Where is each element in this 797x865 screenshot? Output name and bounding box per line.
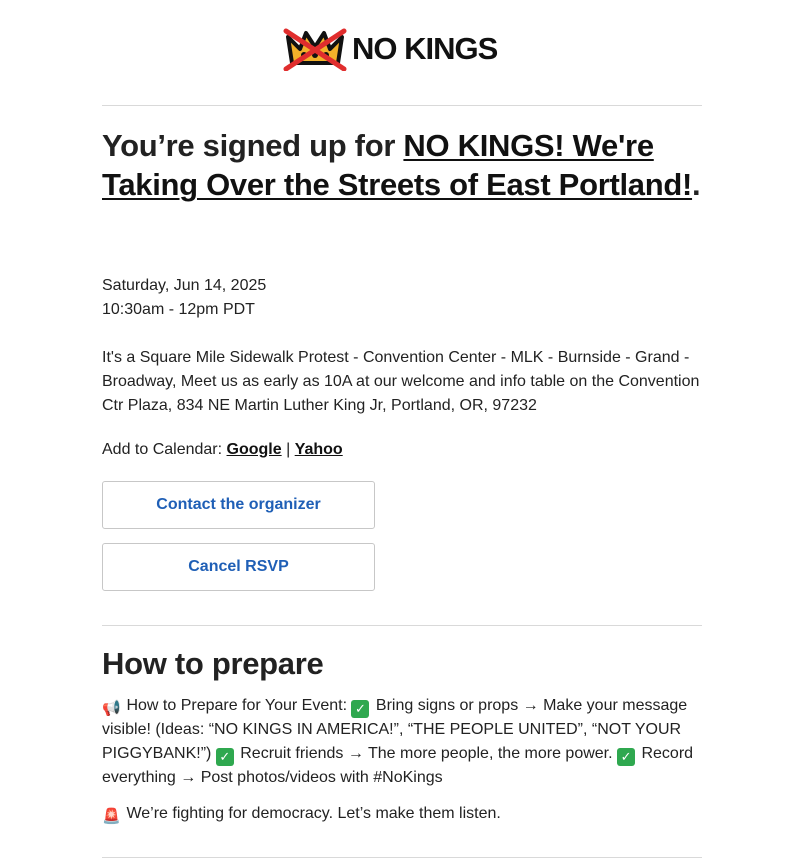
logo-wordmark: NO KINGS [352, 31, 498, 66]
divider-middle [102, 625, 702, 626]
check-mark-icon: ✓ [216, 748, 234, 766]
siren-icon: 🚨 [102, 808, 121, 825]
prepare-record: Record everything → Post photos/videos with #NoKings [102, 745, 694, 786]
signup-heading [102, 126, 702, 204]
closing-text: We’re fighting for democracy. Let’s make them listen. [122, 805, 501, 822]
heading-suffix: . [692, 167, 701, 202]
prepare-details [102, 694, 702, 790]
cancel-rsvp-button[interactable]: Cancel RSVP [102, 543, 375, 591]
calendar-separator: | [281, 441, 295, 458]
event-time: 10:30am - 12pm PDT [102, 301, 255, 318]
check-mark-icon: ✓ [617, 748, 635, 766]
prepare-signs: Bring signs or props → Make your message visible! (Ideas: “NO KINGS IN AMERICA!”, “THE PEOPLE UNITED”, “NOT YOUR PIGGYBANK!”) [102, 697, 688, 762]
contact-organizer-button[interactable]: Contact the organizer [102, 481, 375, 529]
event-date: Saturday, Jun 14, 2025 [102, 277, 267, 294]
check-mark-icon: ✓ [351, 700, 369, 718]
google-calendar-link[interactable]: Google [226, 441, 282, 458]
crossed-crown-icon [282, 27, 348, 71]
divider-bottom [102, 857, 702, 858]
no-kings-logo [282, 26, 524, 72]
divider-top [102, 105, 702, 106]
prepare-closing [102, 802, 702, 826]
add-to-calendar [102, 438, 702, 462]
megaphone-icon: 📢 [102, 700, 121, 717]
prepare-intro: How to Prepare for Your Event: [122, 697, 352, 714]
yahoo-calendar-link[interactable]: Yahoo [294, 441, 343, 458]
heading-prefix: You’re signed up for [102, 128, 404, 163]
prepare-recruit: Recruit friends → The more people, the more power. [235, 745, 618, 762]
event-title-link[interactable]: NO KINGS! We're Taking Over the Streets of East Portland! [102, 128, 693, 202]
how-to-prepare-heading: How to prepare [102, 646, 324, 681]
event-description: It's a Square Mile Sidewalk Protest - Convention Center - MLK - Burnside - Grand - Broadway, Meet us as early as 10A at our welcome and info table on the Convention Ctr Plaza, 834 NE Martin Luther King Jr, Portland, OR, 97232 [102, 349, 700, 414]
calendar-label: Add to Calendar: [102, 441, 227, 458]
